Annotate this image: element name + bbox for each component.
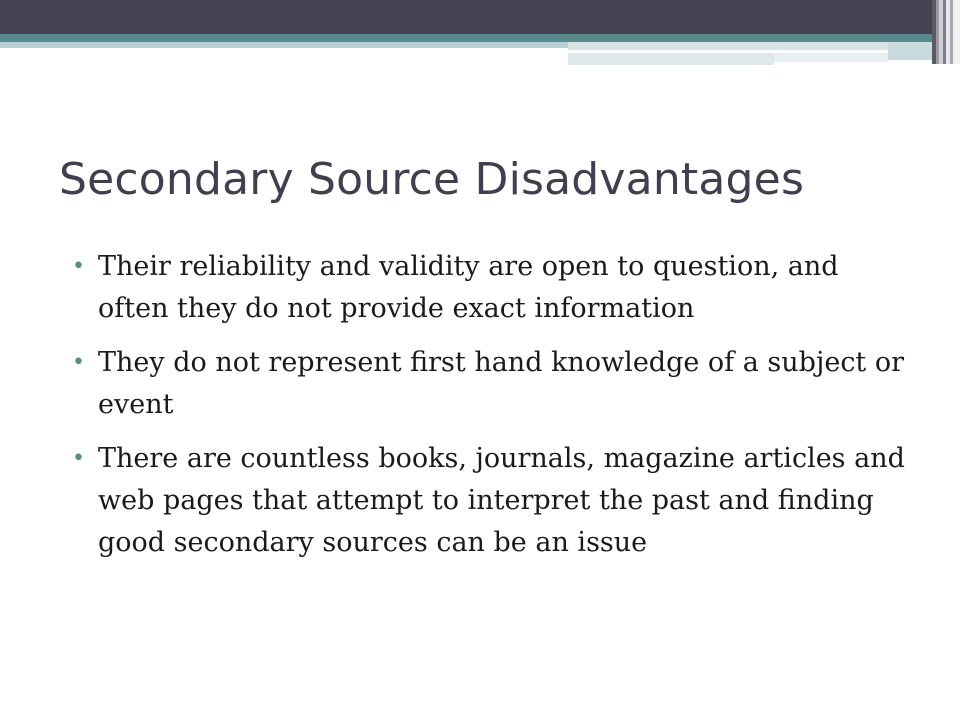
bullet-item [72,342,912,426]
bullet-icon: • [72,350,85,375]
slide-title: Secondary Source Disadvantages [59,154,805,205]
bullet-icon: • [72,254,85,279]
header-stripe [953,0,960,64]
header-band-pale-2 [774,53,888,62]
header-band-pale [568,53,774,65]
header-band-light [0,42,568,48]
bullet-icon: • [72,446,85,471]
header-band-dark [0,0,932,34]
bullet-text: There are countless books, journals, magazine articles and web pages that attempt to interpret the past and finding good secondary sources can be an issue [98,443,905,558]
bullet-text: They do not represent first hand knowledge of a subject or event [98,347,905,420]
header-band-teal [0,34,932,42]
bullet-list [72,246,912,576]
bullet-item [72,438,912,564]
header-band-tab [888,42,932,60]
bullet-item [72,246,912,330]
bullet-text: Their reliability and validity are open to question, and often they do not provide exact information [98,251,839,324]
header-band-light-right [568,42,932,50]
